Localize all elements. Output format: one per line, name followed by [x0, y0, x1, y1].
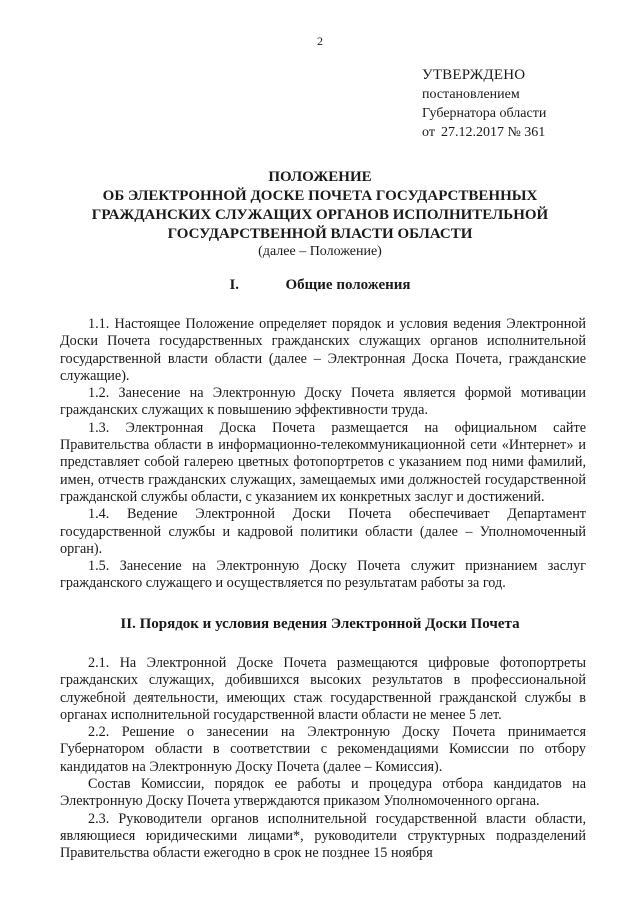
section-1-number: I. [229, 277, 240, 293]
approval-title: УТВЕРЖДЕНО [422, 67, 526, 83]
approval-date-prefix: от [422, 125, 435, 140]
title-line-4: ГОСУДАРСТВЕННОЙ ВЛАСТИ ОБЛАСТИ [167, 226, 473, 242]
approval-stamp [422, 66, 551, 142]
paragraph-2-3: 2.3. Руководители органов исполнительной государственной власти области, являющиеся юридическими лицами*, руководители структурных подразделений Правительства области ежегодно в срок не позднее 15 ноября [60, 810, 586, 862]
title-line-1: ПОЛОЖЕНИЕ [268, 169, 372, 185]
paragraph-2-2-note: Состав Комиссии, порядок ее работы и процедура отбора кандидатов на Электронную Доску Почета утверждаются приказом Уполномоченного органа. [60, 776, 586, 810]
paragraph-1-5: 1.5. Занесение на Электронную Доску Почета служит признанием заслуг гражданского служащего и осуществляется по результатам работы за год. [60, 558, 586, 592]
document-subtitle: (далее – Положение) [258, 244, 382, 259]
paragraph-2-1: 2.1. На Электронной Доске Почета размещаются цифровые фотопортреты гражданских служащих, добившихся высоких результатов в профессиональной служебной деятельности, имеющих стаж государственной гражданской службы в органах исполнительной государственной власти области не менее 5 лет. [60, 655, 586, 723]
section-2-body [60, 655, 586, 863]
approval-date-line [422, 123, 551, 142]
title-line-3: ГРАЖДАНСКИХ СЛУЖАЩИХ ОРГАНОВ ИСПОЛНИТЕЛЬНОЙ [91, 207, 549, 223]
document-title [60, 168, 580, 244]
approval-date: 27.12.2017 № 361 [440, 125, 546, 140]
section-2-heading: II. Порядок и условия ведения Электронной Доски Почета [120, 616, 520, 632]
paragraph-1-1: 1.1. Настоящее Положение определяет порядок и условия ведения Электронной Доски Почета государственных гражданских служащих органов исполнительной государственной власти области (далее – Электронная Доска Почета, гражданские служащие). [60, 316, 586, 384]
paragraph-1-3: 1.3. Электронная Доска Почета размещается на официальном сайте Правительства области в информационно-телекоммуникационной сети «Интернет» и представляет собой галерею цветных фотопортретов с указанием под ними фамилий, имен, отчеств гражданских служащих, замещаемых ими должностей государственной гражданской службы области, с указанием их конкретных заслуг и достижений. [60, 419, 586, 505]
paragraph-1-4: 1.4. Ведение Электронной Доски Почета обеспечивает Департамент государственной службы и кадровой политики области (далее – Уполномоченный орган). [60, 506, 586, 557]
title-line-2: ОБ ЭЛЕКТРОННОЙ ДОСКЕ ПОЧЕТА ГОСУДАРСТВЕННЫХ [102, 188, 538, 204]
approval-line-2: Губернатора области [422, 106, 547, 121]
section-1-heading [0, 277, 640, 294]
section-1-title: Общие положения [285, 277, 411, 293]
page-number: 2 [317, 34, 323, 48]
paragraph-2-2: 2.2. Решение о занесении на Электронную Доску Почета принимается Губернатором области в соответствии с рекомендациями Комиссии по отбору кандидатов на Электронную Доску Почета (далее – Комиссия). [60, 724, 586, 775]
section-1-body [60, 316, 586, 593]
paragraph-1-2: 1.2. Занесение на Электронную Доску Почета является формой мотивации гражданских служащих к повышению эффективности труда. [60, 385, 586, 419]
approval-line-1: постановлением [422, 87, 520, 102]
